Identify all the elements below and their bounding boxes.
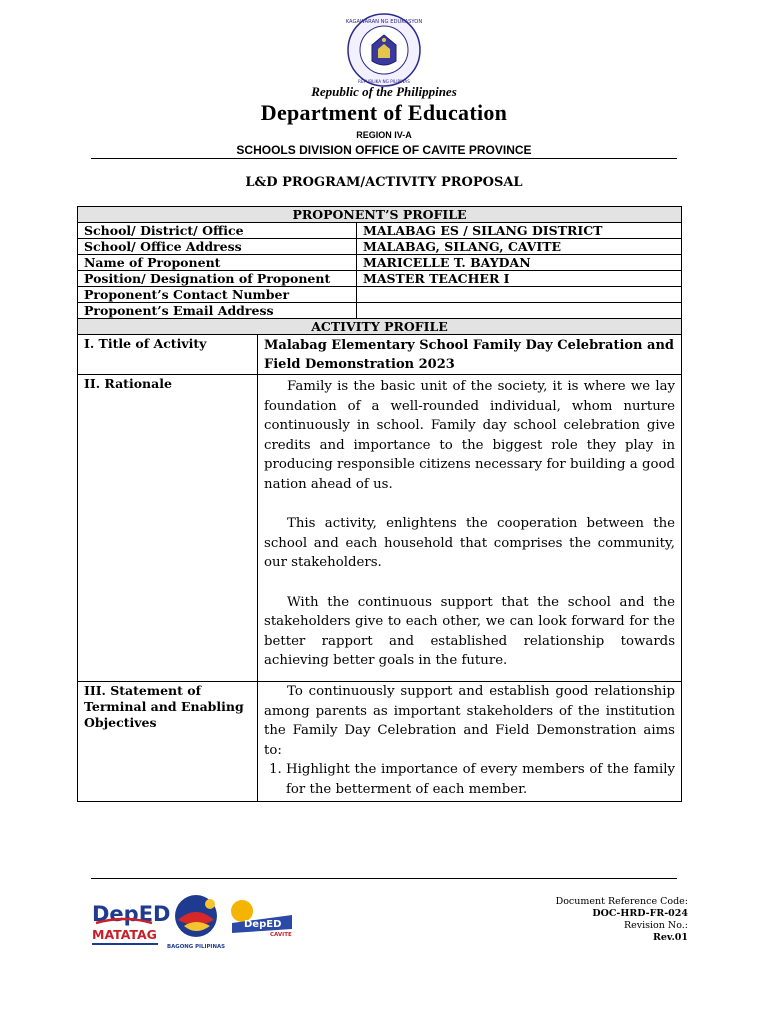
department-title: Department of Education bbox=[260, 100, 508, 125]
proponent-label: Proponent’s Contact Number bbox=[78, 287, 357, 303]
svg-text:CAVITE: CAVITE bbox=[270, 932, 292, 938]
proponent-row bbox=[78, 255, 682, 271]
proponent-label: Proponent’s Email Address bbox=[78, 303, 357, 319]
division-line: SCHOOLS DIVISION OFFICE OF CAVITE PROVINCE bbox=[236, 143, 532, 157]
region-line: REGION IV-A bbox=[356, 130, 412, 140]
seal-top-text: KAGAWARAN NG EDUKASYON bbox=[345, 19, 423, 25]
proponent-value: MALABAG ES / SILANG DISTRICT bbox=[357, 223, 682, 239]
title-value: Malabag Elementary School Family Day Celebration and Field Demonstration 2023 bbox=[258, 335, 682, 375]
rationale-paragraph: With the continuous support that the school and the stakeholders give to each other, we can look forward for the better rapport and established relationship towards achieving better goals in the future. bbox=[264, 594, 676, 669]
deped-seal-logo bbox=[347, 13, 421, 87]
rationale-paragraph: This activity, enlightens the cooperation between the school and each household that comprises the community, our stakeholders. bbox=[264, 516, 676, 571]
objectives-list bbox=[264, 760, 675, 799]
objectives-label: III. Statement of Terminal and Enabling Objectives bbox=[78, 681, 258, 802]
rationale-label: II. Rationale bbox=[78, 375, 258, 682]
objectives-intro: To continuously support and establish good relationship among parents as important stakeholders of the institution the Family Day Celebration and Field Demonstration aims to: bbox=[264, 683, 676, 758]
header-divider bbox=[91, 158, 677, 159]
proponent-value: MASTER TEACHER I bbox=[357, 271, 682, 287]
deped-matatag-logo bbox=[90, 895, 171, 951]
proponent-label: School/ Office Address bbox=[78, 239, 357, 255]
title-label: I. Title of Activity bbox=[78, 335, 258, 375]
document-reference bbox=[556, 896, 688, 944]
ref-code: DOC-HRD-FR-024 bbox=[592, 908, 688, 919]
proponent-label: Name of Proponent bbox=[78, 255, 357, 271]
objectives-row bbox=[78, 681, 682, 802]
rationale-paragraph: Family is the basic unit of the society, it is where we lay foundation of a well-rounded individual, whom nurture continuously in school. Family day school celebration give credits and importance to the biggest role they play in producing responsible citizens necessary for building a good nation ahead of us. bbox=[264, 379, 676, 492]
proponent-value bbox=[357, 303, 682, 319]
activity-profile-header: ACTIVITY PROFILE bbox=[78, 319, 682, 335]
footer-divider bbox=[91, 878, 677, 879]
proponent-row bbox=[78, 287, 682, 303]
svg-text:BAGONG PILIPINAS: BAGONG PILIPINAS bbox=[166, 944, 226, 950]
bagong-pilipinas-logo bbox=[166, 890, 230, 952]
deped-cavite-logo bbox=[222, 893, 298, 941]
proponent-label: School/ District/ Office bbox=[78, 223, 357, 239]
proposal-form-table bbox=[77, 206, 682, 802]
revision-label: Revision No.: bbox=[623, 920, 688, 931]
svg-text:MATATAG: MATATAG bbox=[92, 927, 157, 942]
proponent-value: MALABAG, SILANG, CAVITE bbox=[357, 239, 682, 255]
document-title: L&D PROGRAM/ACTIVITY PROPOSAL bbox=[245, 175, 523, 190]
revision-value: Rev.01 bbox=[652, 932, 688, 943]
proponent-row bbox=[78, 239, 682, 255]
proponent-value: MARICELLE T. BAYDAN bbox=[357, 255, 682, 271]
proponent-value bbox=[357, 287, 682, 303]
svg-text:DepED: DepED bbox=[92, 902, 171, 926]
objective-item: 1. Highlight the importance of every members of the family for the betterment of each member. bbox=[286, 760, 675, 799]
proponent-row bbox=[78, 223, 682, 239]
rationale-row bbox=[78, 375, 682, 682]
proponent-profile-header: PROPONENT’S PROFILE bbox=[78, 207, 682, 223]
ref-label: Document Reference Code: bbox=[555, 896, 688, 907]
proponent-row bbox=[78, 271, 682, 287]
seal-bottom-text: REPUBLIKA NG PILIPINAS bbox=[358, 79, 410, 84]
proponent-label: Position/ Designation of Proponent bbox=[78, 271, 357, 287]
republic-line: Republic of the Philippines bbox=[311, 84, 457, 99]
svg-text:DepED: DepED bbox=[244, 919, 282, 930]
title-row bbox=[78, 335, 682, 375]
proponent-row bbox=[78, 303, 682, 319]
